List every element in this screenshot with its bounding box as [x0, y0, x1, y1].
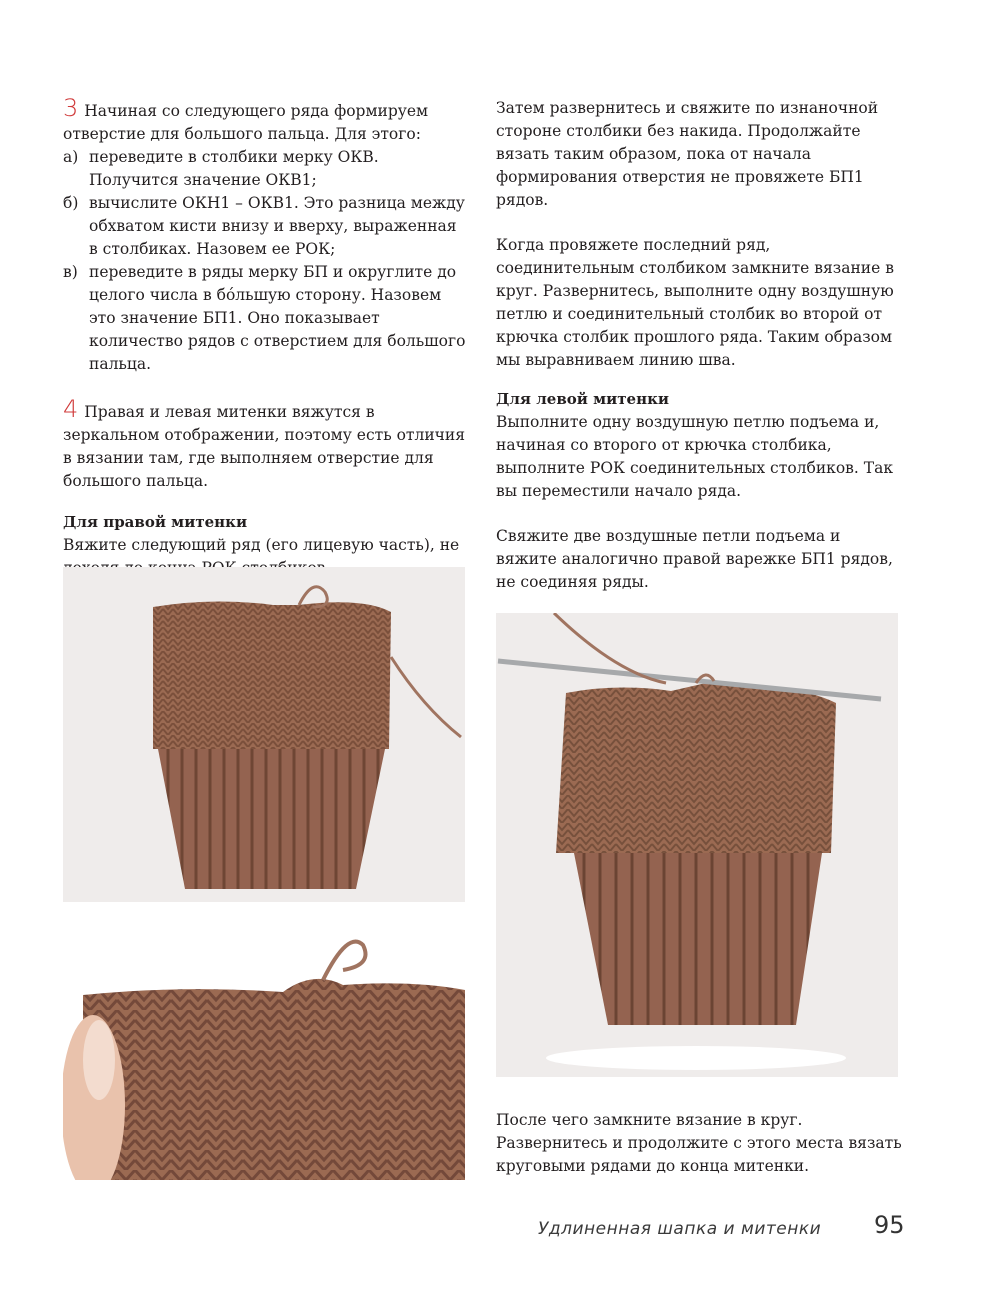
- step-3-intro: 3 Начиная со следующего ряда формируем отверстие для большого пальца. Для этого:: [63, 94, 429, 143]
- running-footer-title: Удлиненная шапка и митенки: [538, 1219, 822, 1239]
- photo-right-mitten: [63, 567, 465, 902]
- paragraph: Затем развернитесь и свяжите по изнаночной стороне столбики без накида. Продолжайте вязать таким образом, пока от начала формирования отверстия не провяжете БП1 рядов.: [496, 99, 879, 209]
- photo-left-mitten-hook: [496, 613, 898, 1077]
- paragraph: Свяжите две воздушные петли подъема и вяжите аналогично правой варежке БП1 рядов, не соединяя ряды.: [496, 527, 893, 591]
- right-mitten-heading: Для правой митенки: [63, 513, 248, 531]
- left-column: [63, 94, 468, 580]
- photo-closeup-thumb-hole: [63, 930, 465, 1180]
- list-marker: в): [63, 263, 78, 281]
- list-marker: а): [63, 148, 79, 166]
- list-item: [63, 146, 468, 192]
- page-number: 95: [874, 1211, 905, 1239]
- step-4-number: 4: [63, 395, 79, 423]
- list-item-text: переведите в ряды мерку БП и округлите до целого числа в бóльшую сторону. Назовем это значение БП1. Оно показывает количество рядов с отверстием для большого пальца.: [89, 263, 466, 373]
- paragraph: Когда провяжете последний ряд, соединительным столбиком замкните вязание в круг. Развернитесь, выполните одну воздушную петлю и соединительный столбик во второй от крючка столбик прошлого ряда. Таким образом мы выравниваем линию шва.: [496, 236, 894, 369]
- list-marker: б): [63, 194, 79, 212]
- list-item-text: вычислите ОКН1 – ОКВ1. Это разница между обхватом кисти внизу и вверху, выраженная в столбиках. Назовем ее РОК;: [89, 194, 465, 258]
- left-mitten-heading: Для левой митенки: [496, 390, 670, 408]
- paragraph: После чего замкните вязание в круг. Развернитесь и продолжите с этого места вязать круговыми рядами до конца митенки.: [496, 1111, 902, 1175]
- step-3-number: 3: [63, 94, 79, 122]
- right-column: [496, 97, 906, 594]
- closing-paragraph-block: [496, 1109, 906, 1178]
- list-item: [63, 192, 468, 261]
- left-mitten-text: Выполните одну воздушную петлю подъема и, начиная со второго от крючка столбика, выполните РОК соединительных столбиков. Так вы переместили начало ряда.: [496, 413, 894, 500]
- right-mitten-text: Вяжите следующий ряд (его лицевую часть), не: [63, 536, 460, 554]
- list-item: [63, 261, 468, 376]
- step-4-text: 4 Правая и левая митенки вяжутся в зеркальном отображении, поэтому есть отличия в вязании там, где выполняем отверстие для большого пальца.: [63, 395, 466, 490]
- list-item-text: переведите в столбики мерку ОКВ. Получится значение ОКВ1;: [89, 148, 379, 189]
